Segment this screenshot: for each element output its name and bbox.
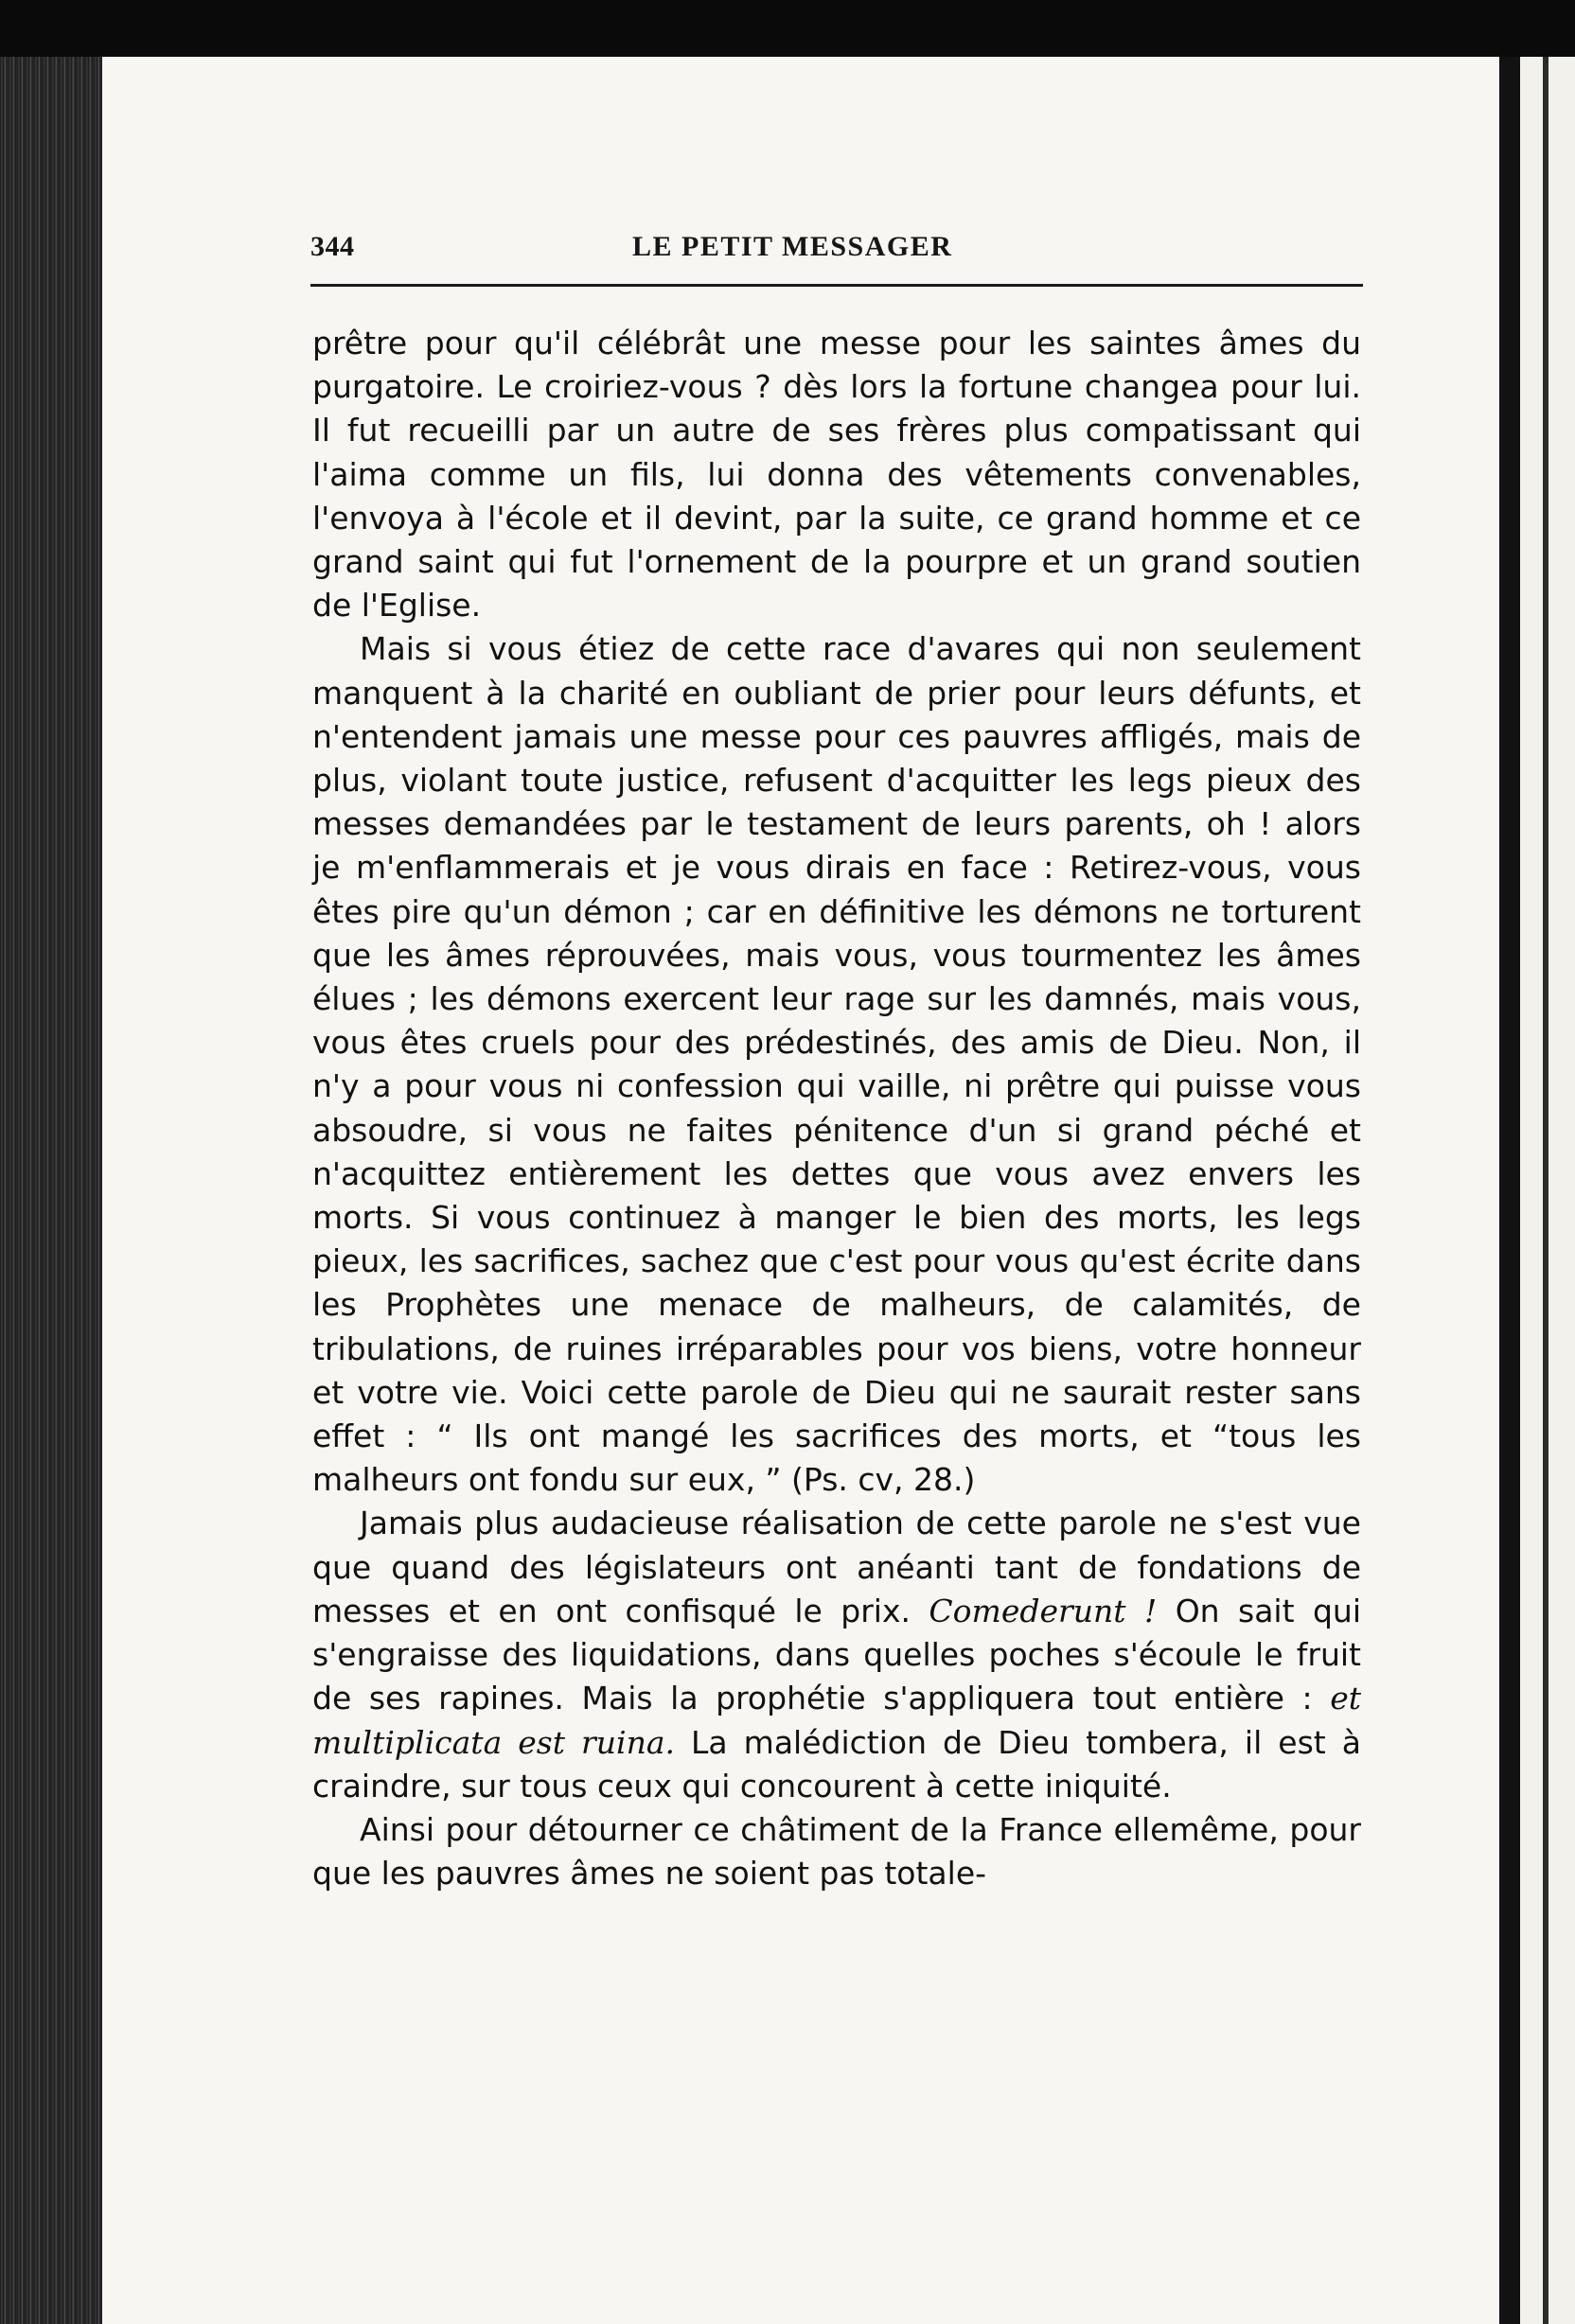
paragraph-3 [312, 1502, 1361, 1807]
book-spine-edge [1499, 57, 1520, 2324]
page-header [310, 231, 1363, 284]
facing-page-line [1543, 57, 1548, 2324]
paragraph-3-latin-ruina: et multiplicata est ruina. [312, 1680, 1361, 1761]
page-number: 344 [310, 231, 355, 262]
paragraph-3-text-a: Jamais plus audacieuse réalisation de cette parole ne s'est vue que quand des législateurs ont anéanti tant de fondations de messes et en ont confisqué le prix. [312, 1505, 1361, 1629]
paragraph-4: Ainsi pour détourner ce châtiment de la France ellemême, pour que les pauvres âmes ne soient pas totale- [312, 1810, 1361, 1893]
paragraph-1: prêtre pour qu'il célébrât une messe pour les saintes âmes du purgatoire. Le croiriez-vous ? dès lors la fortune changea pour lui. Il fut recueilli par un autre de ses frères plus compatissant qui l'aima comme un fils, lui donna des vêtements convenables, l'envoya à l'école et il devint, par la suite, ce grand homme et ce grand saint qui fut l'ornement de la pourpre et un grand soutien de l'Eglise. [312, 325, 1361, 625]
book-page-edges [0, 57, 104, 2324]
paragraph-3-text-e: La malédiction de Dieu tombera, il est à craindre, sur tous ceux qui concourent à cette iniquité. [312, 1723, 1361, 1805]
paragraph-3-text-c: On sait qui s'engraisse des liquidations, dans quelles poches s'écoule le fruit de ses rapines. Mais la prophétie s'appliquera tout entière : [312, 1592, 1361, 1717]
header-rule [310, 284, 1363, 287]
running-title: LE PETIT MESSAGER [632, 231, 953, 262]
paragraph-2: Mais si vous étiez de cette race d'avares qui non seulement manquent à la charité en oubliant de prier pour leurs défunts, et n'entendent jamais une messe pour ces pauvres affligés, mais de plus, violant toute justice, refusent d'acquitter les legs pieux des messes demandées par le testament de leurs parents, oh ! alors je m'enflammerais et je vous dirais en face : Retirez-vous, vous êtes pire qu'un démon ; car en définitive les démons ne torturent que les âmes réprouvées, mais vous, vous tourmentez les âmes élues ; les démons exercent leur rage sur les damnés, mais vous, vous êtes cruels pour des prédestinés, des amis de Dieu. Non, il n'y a pour vous ni confession qui vaille, ni prêtre qui puisse vous absoudre, si vous ne faites pénitence d'un si grand péché et n'acquittez entièrement les dettes que vous avez envers les morts. Si vous continuez à manger le bien des morts, les legs pieux, les sacrifices, sachez que c'est pour vous qu'est écrite dans les Prophètes une menace de malheurs, de calamités, de tribulations, de ruines irréparables pour vos biens, votre honneur et votre vie. Voici cette parole de Dieu qui ne saurait rester sans effet : “ Ils ont mangé les sacrifices des morts, et “tous les malheurs ont fondu sur eux, ” (Ps. cv, 28.) [312, 630, 1361, 1499]
paragraph-3-latin-comederunt: Comederunt ! [929, 1592, 1158, 1629]
body-text [312, 322, 1361, 1895]
